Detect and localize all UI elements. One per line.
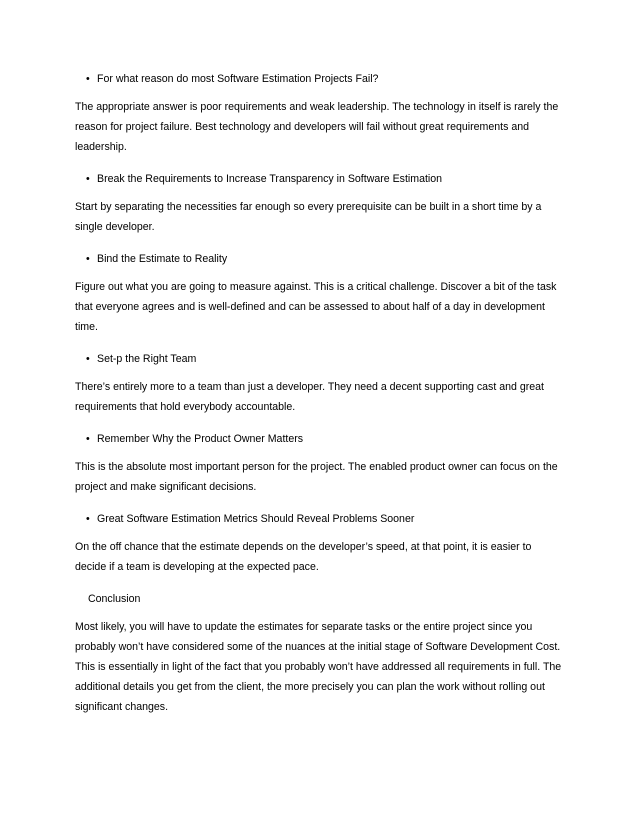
section-heading xyxy=(86,69,565,89)
section-heading xyxy=(86,349,565,369)
section-heading-text: Break the Requirements to Increase Transparency in Software Estimation xyxy=(97,173,443,185)
document-content xyxy=(75,69,565,729)
section-break-requirements xyxy=(75,169,565,237)
section-heading-text: For what reason do most Software Estimation Projects Fail? xyxy=(97,73,379,85)
bullet-icon: • xyxy=(86,253,90,265)
section-body: On the off chance that the estimate depends on the developer’s speed, at that point, it is easier to decide if a team is developing at the expected pace. xyxy=(75,541,532,573)
section-body: Figure out what you are going to measure against. This is a critical challenge. Discover a bit of the task that everyone agrees and is well-defined and can be assessed to about half of a day in development time. xyxy=(75,281,557,333)
bullet-icon: • xyxy=(86,173,90,185)
bullet-icon: • xyxy=(86,513,90,525)
section-heading xyxy=(86,429,565,449)
section-heading-text: Great Software Estimation Metrics Should Reveal Problems Sooner xyxy=(97,513,415,525)
section-heading-text: Set-p the Right Team xyxy=(97,353,197,365)
section-body: Start by separating the necessities far enough so every prerequisite can be built in a short time by a single developer. xyxy=(75,201,542,233)
section-heading xyxy=(86,249,565,269)
section-estimation-metrics xyxy=(75,509,565,577)
conclusion-heading: Conclusion xyxy=(88,593,141,605)
section-heading xyxy=(86,509,565,529)
section-product-owner xyxy=(75,429,565,497)
section-heading-text: Remember Why the Product Owner Matters xyxy=(97,433,304,445)
section-bind-estimate xyxy=(75,249,565,337)
section-body: The appropriate answer is poor requirements and weak leadership. The technology in itself is rarely the reason for project failure. Best technology and developers will fail without great requirements and leadership. xyxy=(75,101,559,153)
section-heading-text: Bind the Estimate to Reality xyxy=(97,253,228,265)
bullet-icon: • xyxy=(86,353,90,365)
conclusion-body: Most likely, you will have to update the estimates for separate tasks or the entire project since you probably won’t have considered some of the nuances at the initial stage of Software Development Cost. This is essentially in light of the fact that you probably won’t have addressed all requirements in full. The additional details you get from the client, the more precisely you can plan the work without rolling out significant changes. xyxy=(75,621,562,713)
section-conclusion xyxy=(75,589,565,717)
bullet-icon: • xyxy=(86,433,90,445)
bullet-icon: • xyxy=(86,73,90,85)
section-right-team xyxy=(75,349,565,417)
section-why-projects-fail xyxy=(75,69,565,157)
section-body: This is the absolute most important person for the project. The enabled product owner can focus on the project and make significant decisions. xyxy=(75,461,558,493)
section-body: There’s entirely more to a team than just a developer. They need a decent supporting cast and great requirements that hold everybody accountable. xyxy=(75,381,544,413)
section-heading xyxy=(86,169,565,189)
